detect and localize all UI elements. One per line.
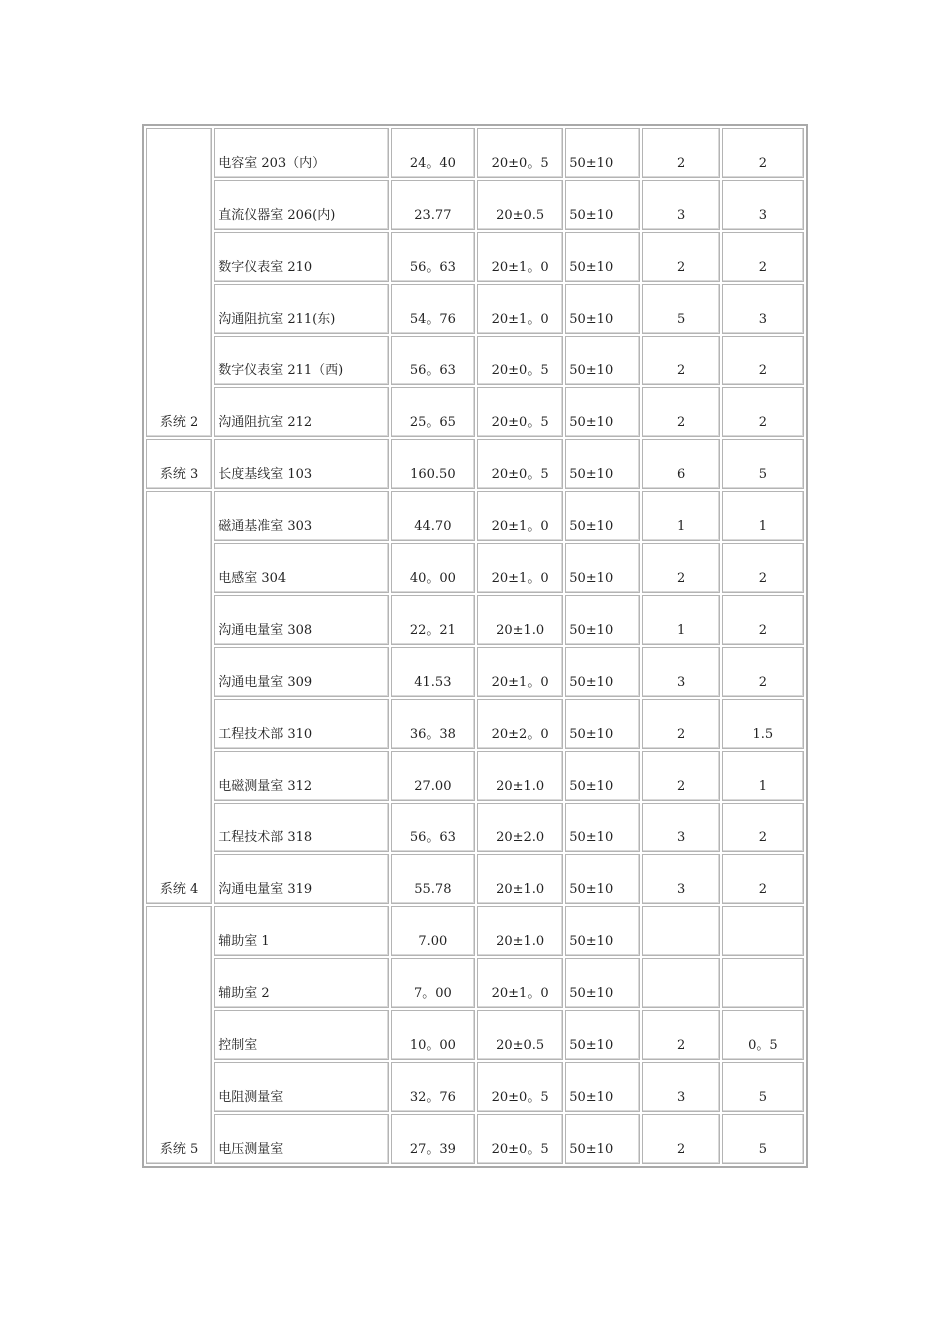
value-cell-a: 2	[642, 1010, 719, 1060]
table-row	[146, 1114, 804, 1164]
table-row	[146, 128, 804, 178]
temperature-cell: 20±0。5	[477, 336, 563, 386]
system-group-cell: 系统 3	[146, 439, 212, 489]
value-cell-a: 2	[642, 1114, 719, 1164]
room-specification-table	[144, 126, 806, 1166]
value-cell-a: 2	[642, 699, 719, 749]
area-cell: 56。63	[391, 336, 475, 386]
room-name-cell: 电容室 203（内）	[214, 128, 389, 178]
area-cell: 44.70	[391, 491, 475, 541]
value-cell-b: 5	[722, 1114, 804, 1164]
table-row	[146, 543, 804, 593]
area-cell: 56。63	[391, 803, 475, 853]
value-cell-b: 1	[722, 491, 804, 541]
temperature-cell: 20±1。0	[477, 647, 563, 697]
table-row	[146, 958, 804, 1008]
table-row	[146, 387, 804, 437]
area-cell: 40。00	[391, 543, 475, 593]
area-cell: 27.00	[391, 751, 475, 801]
humidity-cell: 50±10	[565, 1062, 640, 1112]
humidity-cell: 50±10	[565, 595, 640, 645]
area-cell: 55.78	[391, 854, 475, 904]
room-name-cell: 数字仪表室 210	[214, 232, 389, 282]
area-cell: 160.50	[391, 439, 475, 489]
room-name-cell: 辅助室 2	[214, 958, 389, 1008]
table-row	[146, 751, 804, 801]
room-name-cell: 电感室 304	[214, 543, 389, 593]
table-row	[146, 647, 804, 697]
humidity-cell: 50±10	[565, 1114, 640, 1164]
room-name-cell: 长度基线室 103	[214, 439, 389, 489]
humidity-cell: 50±10	[565, 439, 640, 489]
temperature-cell: 20±1。0	[477, 958, 563, 1008]
temperature-cell: 20±1.0	[477, 751, 563, 801]
humidity-cell: 50±10	[565, 803, 640, 853]
area-cell: 27。39	[391, 1114, 475, 1164]
room-name-cell: 电压测量室	[214, 1114, 389, 1164]
temperature-cell: 20±0。5	[477, 387, 563, 437]
value-cell-a: 3	[642, 803, 719, 853]
area-cell: 54。76	[391, 284, 475, 334]
humidity-cell: 50±10	[565, 751, 640, 801]
humidity-cell: 50±10	[565, 699, 640, 749]
room-name-cell: 沟通阻抗室 211(东)	[214, 284, 389, 334]
value-cell-b: 2	[722, 595, 804, 645]
room-name-cell: 辅助室 1	[214, 906, 389, 956]
area-cell: 56。63	[391, 232, 475, 282]
value-cell-b: 5	[722, 439, 804, 489]
humidity-cell: 50±10	[565, 232, 640, 282]
area-cell: 22。21	[391, 595, 475, 645]
value-cell-b: 2	[722, 232, 804, 282]
system-group-cell: 系统 2	[146, 128, 212, 437]
humidity-cell: 50±10	[565, 958, 640, 1008]
table-row	[146, 491, 804, 541]
humidity-cell: 50±10	[565, 128, 640, 178]
humidity-cell: 50±10	[565, 906, 640, 956]
value-cell-a: 3	[642, 647, 719, 697]
value-cell-a: 2	[642, 751, 719, 801]
value-cell-a: 2	[642, 387, 719, 437]
room-name-cell: 直流仪器室 206(内)	[214, 180, 389, 230]
temperature-cell: 20±1.0	[477, 595, 563, 645]
value-cell-a: 2	[642, 336, 719, 386]
value-cell-a: 3	[642, 180, 719, 230]
room-name-cell: 沟通阻抗室 212	[214, 387, 389, 437]
temperature-cell: 20±0.5	[477, 1010, 563, 1060]
value-cell-a: 2	[642, 128, 719, 178]
value-cell-a: 2	[642, 232, 719, 282]
temperature-cell: 20±0。5	[477, 1114, 563, 1164]
table-row	[146, 336, 804, 386]
value-cell-a: 5	[642, 284, 719, 334]
humidity-cell: 50±10	[565, 1010, 640, 1060]
room-name-cell: 沟通电量室 308	[214, 595, 389, 645]
data-table-frame	[142, 124, 808, 1168]
temperature-cell: 20±1.0	[477, 854, 563, 904]
temperature-cell: 20±1.0	[477, 906, 563, 956]
area-cell: 7。00	[391, 958, 475, 1008]
room-name-cell: 电阻测量室	[214, 1062, 389, 1112]
table-row	[146, 1062, 804, 1112]
table-body	[146, 128, 804, 1164]
humidity-cell: 50±10	[565, 387, 640, 437]
temperature-cell: 20±0。5	[477, 439, 563, 489]
value-cell-b: 3	[722, 284, 804, 334]
value-cell-b	[722, 958, 804, 1008]
table-row	[146, 284, 804, 334]
value-cell-b: 0。5	[722, 1010, 804, 1060]
area-cell: 32。76	[391, 1062, 475, 1112]
room-name-cell: 控制室	[214, 1010, 389, 1060]
room-name-cell: 沟通电量室 319	[214, 854, 389, 904]
area-cell: 23.77	[391, 180, 475, 230]
temperature-cell: 20±2。0	[477, 699, 563, 749]
table-row	[146, 854, 804, 904]
humidity-cell: 50±10	[565, 180, 640, 230]
humidity-cell: 50±10	[565, 491, 640, 541]
area-cell: 41.53	[391, 647, 475, 697]
table-row	[146, 803, 804, 853]
humidity-cell: 50±10	[565, 647, 640, 697]
value-cell-a: 2	[642, 543, 719, 593]
value-cell-b: 2	[722, 647, 804, 697]
area-cell: 24。40	[391, 128, 475, 178]
value-cell-a: 1	[642, 491, 719, 541]
temperature-cell: 20±1。0	[477, 284, 563, 334]
room-name-cell: 沟通电量室 309	[214, 647, 389, 697]
value-cell-b: 2	[722, 803, 804, 853]
table-row	[146, 1010, 804, 1060]
room-name-cell: 工程技术部 318	[214, 803, 389, 853]
temperature-cell: 20±1。0	[477, 543, 563, 593]
value-cell-a	[642, 906, 719, 956]
value-cell-a: 6	[642, 439, 719, 489]
value-cell-b: 2	[722, 128, 804, 178]
value-cell-b: 3	[722, 180, 804, 230]
system-group-cell: 系统 5	[146, 906, 212, 1164]
room-name-cell: 工程技术部 310	[214, 699, 389, 749]
humidity-cell: 50±10	[565, 284, 640, 334]
value-cell-a: 1	[642, 595, 719, 645]
room-name-cell: 磁通基准室 303	[214, 491, 389, 541]
temperature-cell: 20±0.5	[477, 180, 563, 230]
value-cell-b: 1.5	[722, 699, 804, 749]
humidity-cell: 50±10	[565, 336, 640, 386]
humidity-cell: 50±10	[565, 543, 640, 593]
humidity-cell: 50±10	[565, 854, 640, 904]
area-cell: 7.00	[391, 906, 475, 956]
value-cell-a	[642, 958, 719, 1008]
table-row	[146, 180, 804, 230]
room-name-cell: 电磁测量室 312	[214, 751, 389, 801]
table-row	[146, 906, 804, 956]
temperature-cell: 20±1。0	[477, 232, 563, 282]
temperature-cell: 20±0。5	[477, 128, 563, 178]
value-cell-b: 1	[722, 751, 804, 801]
value-cell-b: 2	[722, 336, 804, 386]
value-cell-b: 2	[722, 387, 804, 437]
temperature-cell: 20±1。0	[477, 491, 563, 541]
system-group-cell: 系统 4	[146, 491, 212, 904]
area-cell: 10。00	[391, 1010, 475, 1060]
table-row	[146, 439, 804, 489]
area-cell: 36。38	[391, 699, 475, 749]
value-cell-b	[722, 906, 804, 956]
area-cell: 25。65	[391, 387, 475, 437]
room-name-cell: 数字仪表室 211（西)	[214, 336, 389, 386]
value-cell-b: 5	[722, 1062, 804, 1112]
table-row	[146, 595, 804, 645]
table-row	[146, 699, 804, 749]
table-row	[146, 232, 804, 282]
value-cell-a: 3	[642, 1062, 719, 1112]
temperature-cell: 20±0。5	[477, 1062, 563, 1112]
value-cell-a: 3	[642, 854, 719, 904]
value-cell-b: 2	[722, 854, 804, 904]
temperature-cell: 20±2.0	[477, 803, 563, 853]
value-cell-b: 2	[722, 543, 804, 593]
